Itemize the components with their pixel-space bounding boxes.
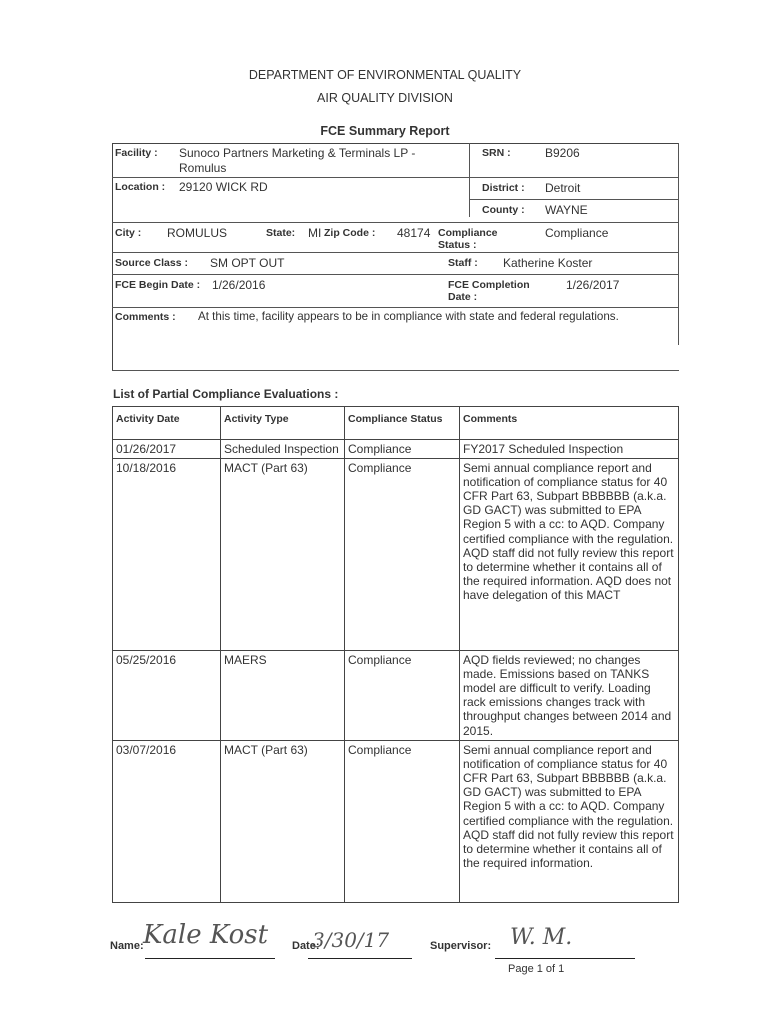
divider [470, 199, 679, 200]
compliance-status-value: Compliance [545, 226, 609, 240]
date-signature: 3/30/17 [312, 928, 390, 952]
divider [112, 252, 679, 253]
fce-begin-label: FCE Begin Date : [115, 279, 201, 291]
division-heading: AIR QUALITY DIVISION [317, 91, 453, 105]
department-heading: DEPARTMENT OF ENVIRONMENTAL QUALITY [248, 68, 522, 82]
page-indicator: Page 1 of 1 [508, 963, 565, 975]
compliance-status-cell: Compliance [345, 741, 460, 903]
comments-cell: AQD fields reviewed; no changes made. Emissions based on TANKS model are difficult to verify. Loading rack emissions changes track with throughput changes between 2014 and 2015. [460, 651, 679, 741]
city-label: City : [115, 227, 142, 239]
county-label: County : [482, 204, 525, 216]
column-header-activity-date: Activity Date [113, 407, 221, 440]
column-header-compliance-status: Compliance Status [345, 407, 460, 440]
table-header-row [113, 407, 679, 440]
facility-label: Facility : [115, 147, 158, 159]
fce-completion-label: FCE Completion [448, 279, 530, 291]
supervisor-signature: W. M. [510, 925, 573, 950]
comments-cell: Semi annual compliance report and notification of compliance status for 40 CFR Part 63, Subpart BBBBBB (a.k.a. GD GACT) was submitted to EPA Region 5 with a cc: to AQD. Company certified compliance with the regulation. AQD staff did not fully review this report to determine whether it contains all of the required information. [460, 741, 679, 903]
name-signature-line [145, 958, 275, 959]
date-signature-line [308, 958, 412, 959]
compliance-status-label-line2: Status : [438, 239, 477, 251]
supervisor-signature-line [495, 958, 635, 959]
pce-table [112, 406, 679, 903]
activity-type-cell: MACT (Part 63) [221, 741, 345, 903]
activity-type-cell: MACT (Part 63) [221, 459, 345, 651]
compliance-status-cell: Compliance [345, 459, 460, 651]
srn-value: B9206 [545, 146, 580, 160]
table-row [113, 741, 679, 903]
activity-date-cell: 05/25/2016 [113, 651, 221, 741]
district-value: Detroit [545, 181, 581, 195]
name-signature: Kale Kost [143, 920, 269, 950]
location-value: 29120 WICK RD [179, 180, 268, 194]
divider [112, 177, 679, 178]
pce-section-title: List of Partial Compliance Evaluations : [113, 387, 339, 401]
comments-cell: FY2017 Scheduled Inspection [460, 440, 679, 459]
divider [112, 307, 679, 308]
facility-value-line2: Romulus [179, 161, 227, 175]
activity-date-cell: 01/26/2017 [113, 440, 221, 459]
date-label: Date: [292, 940, 320, 952]
table-row [113, 440, 679, 459]
comments-label: Comments : [115, 311, 176, 323]
activity-date-cell: 03/07/2016 [113, 741, 221, 903]
column-header-activity-type: Activity Type [221, 407, 345, 440]
facility-value: Sunoco Partners Marketing & Terminals LP - [179, 146, 416, 160]
divider [112, 274, 679, 275]
fce-completion-label-line2: Date : [448, 291, 478, 303]
divider [469, 143, 470, 217]
activity-type-cell: MAERS [221, 651, 345, 741]
county-value: WAYNE [545, 203, 588, 217]
column-header-comments: Comments [460, 407, 679, 440]
supervisor-label: Supervisor: [430, 940, 492, 952]
zip-label: Zip Code : [324, 227, 376, 239]
comments-value: At this time, facility appears to be in compliance with state and federal regulations. [198, 310, 619, 323]
divider [112, 222, 679, 223]
summary-bottom-border [112, 370, 679, 371]
zip-value: 48174 [397, 226, 431, 240]
comments-cell: Semi annual compliance report and notification of compliance status for 40 CFR Part 63, Subpart BBBBBB (a.k.a. GD GACT) was submitted to EPA Region 5 with a cc: to AQD. Company certified compliance with the regulation. AQD staff did not fully review this report to determine whether it contains all of the required information. AQD does not have delegation of this MACT [460, 459, 679, 651]
srn-label: SRN : [482, 147, 511, 159]
staff-value: Katherine Koster [503, 256, 593, 270]
source-class-value: SM OPT OUT [210, 256, 285, 270]
report-title: FCE Summary Report [320, 124, 450, 138]
activity-type-cell: Scheduled Inspection [221, 440, 345, 459]
summary-right-border [678, 143, 679, 345]
fce-completion-value: 1/26/2017 [566, 278, 620, 292]
name-label: Name: [110, 940, 144, 952]
table-row [113, 651, 679, 741]
activity-date-cell: 10/18/2016 [113, 459, 221, 651]
compliance-status-label: Compliance [438, 227, 498, 239]
compliance-status-cell: Compliance [345, 651, 460, 741]
source-class-label: Source Class : [115, 257, 188, 269]
state-value: MI [308, 226, 322, 240]
city-value: ROMULUS [167, 226, 228, 240]
district-label: District : [482, 182, 525, 194]
compliance-status-cell: Compliance [345, 440, 460, 459]
state-label: State: [266, 227, 296, 239]
location-label: Location : [115, 181, 166, 193]
fce-begin-value: 1/26/2016 [212, 278, 266, 292]
table-row [113, 459, 679, 651]
staff-label: Staff : [448, 257, 478, 269]
